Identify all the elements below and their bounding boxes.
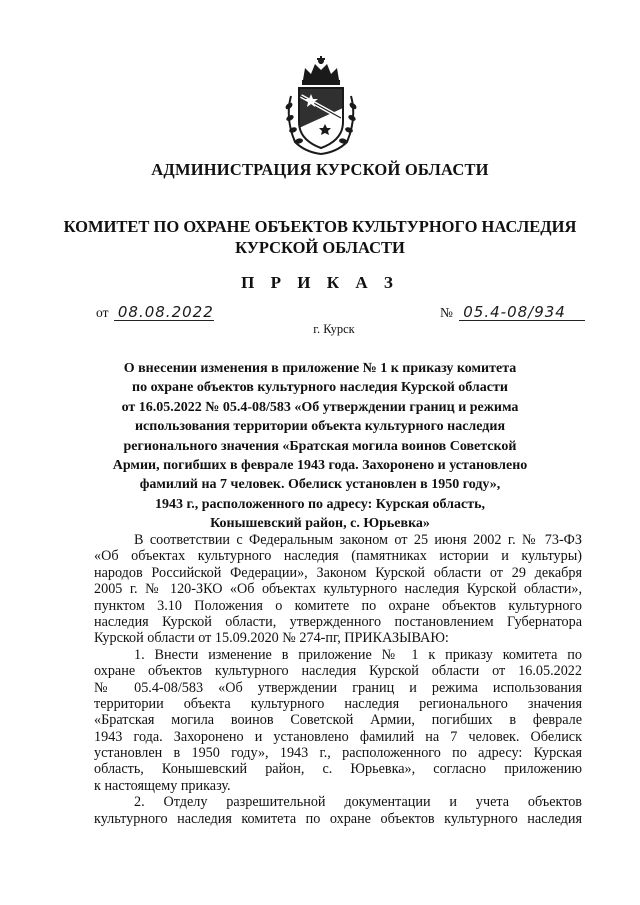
body-line: к настоящему приказу. <box>94 777 231 794</box>
body-line: культурного наследия комитета по охране объектов культурного наследия <box>94 810 582 827</box>
committee-heading-line2: КУРСКОЙ ОБЛАСТИ <box>235 238 405 257</box>
body-line: 2005 г. № 120-ЗКО «Об объектах культурного наследия Курской области», <box>94 581 582 598</box>
administration-heading: АДМИНИСТРАЦИЯ КУРСКОЙ ОБЛАСТИ <box>151 160 489 179</box>
body-line: территории объекта культурного наследия регионального значения <box>94 695 582 712</box>
city-label: г. Курск <box>313 322 355 336</box>
body-line: 2. Отделу разрешительной документации и учета объектов <box>134 794 582 811</box>
date-prefix: от <box>96 305 109 320</box>
number-value: 05.4-08/934 <box>459 304 585 321</box>
body-line: народов Российской Федерации», Законом Курской области от 29 декабря <box>94 564 582 581</box>
body-line: наследия Курской области, утвержденного постановлением Губернатора <box>94 613 582 630</box>
title-line: Армии, погибших в феврале 1943 года. Захоронено и установлено <box>112 458 528 474</box>
body-line: пунктом 3.10 Положения о комитете по охране объектов культурного <box>94 597 582 614</box>
date-field <box>96 304 214 321</box>
body-line: № 05.4-08/583 «Об утверждении границ и режима использования <box>94 679 582 696</box>
kursk-coat-of-arms-icon <box>281 56 361 156</box>
body-line: 1. Внести изменение в приложение № 1 к приказу комитета по <box>134 646 582 663</box>
body-line: область, Конышевский район, с. Юрьевка», согласно приложению <box>94 761 582 778</box>
number-field <box>440 304 585 321</box>
title-line: 1943 г., расположенного по адресу: Курская область, <box>154 496 486 512</box>
body-line: Курской области от 15.09.2020 № 274-пг, ПРИКАЗЫВАЮ: <box>94 630 449 647</box>
committee-heading-line1: КОМИТЕТ ПО ОХРАНЕ ОБЪЕКТОВ КУЛЬТУРНОГО НАСЛЕДИЯ <box>63 217 577 236</box>
title-line: фамилий на 7 человек. Обелиск установлен в 1950 году», <box>139 477 501 493</box>
title-line: по охране объектов культурного наследия Курской области <box>132 380 508 396</box>
body-line: 1943 года. Захоронено и установлено фамилий на 7 человек. Обелиск <box>94 728 582 745</box>
title-line: от 16.05.2022 № 05.4-08/583 «Об утверждении границ и режима <box>121 399 519 415</box>
body-line: «Братская могила воинов Советской Армии, погибших в феврале <box>94 712 582 729</box>
title-line: Конышевский район, с. Юрьевка» <box>210 516 430 532</box>
title-line: регионального значения «Братская могила воинов Советской <box>123 438 517 454</box>
date-value: 08.08.2022 <box>114 304 214 321</box>
body-line: установлен в 1950 году», 1943 г., расположенного по адресу: Курская <box>94 745 582 762</box>
number-prefix: № <box>440 305 453 320</box>
title-line: О внесении изменения в приложение № 1 к приказу комитета <box>123 361 517 376</box>
document-body <box>94 532 582 827</box>
document-type-heading: П Р И К А З <box>241 273 399 292</box>
document-title <box>100 359 540 534</box>
body-line: «Об объектах культурного наследия (памятниках истории и культуры) <box>94 548 582 565</box>
body-line: охране объектов культурного наследия Курской области от 16.05.2022 <box>94 663 582 680</box>
body-line: В соответствии с Федеральным законом от 25 июня 2002 г. № 73-ФЗ <box>134 532 582 548</box>
title-line: использования территории объекта культурного наследия <box>134 419 506 435</box>
